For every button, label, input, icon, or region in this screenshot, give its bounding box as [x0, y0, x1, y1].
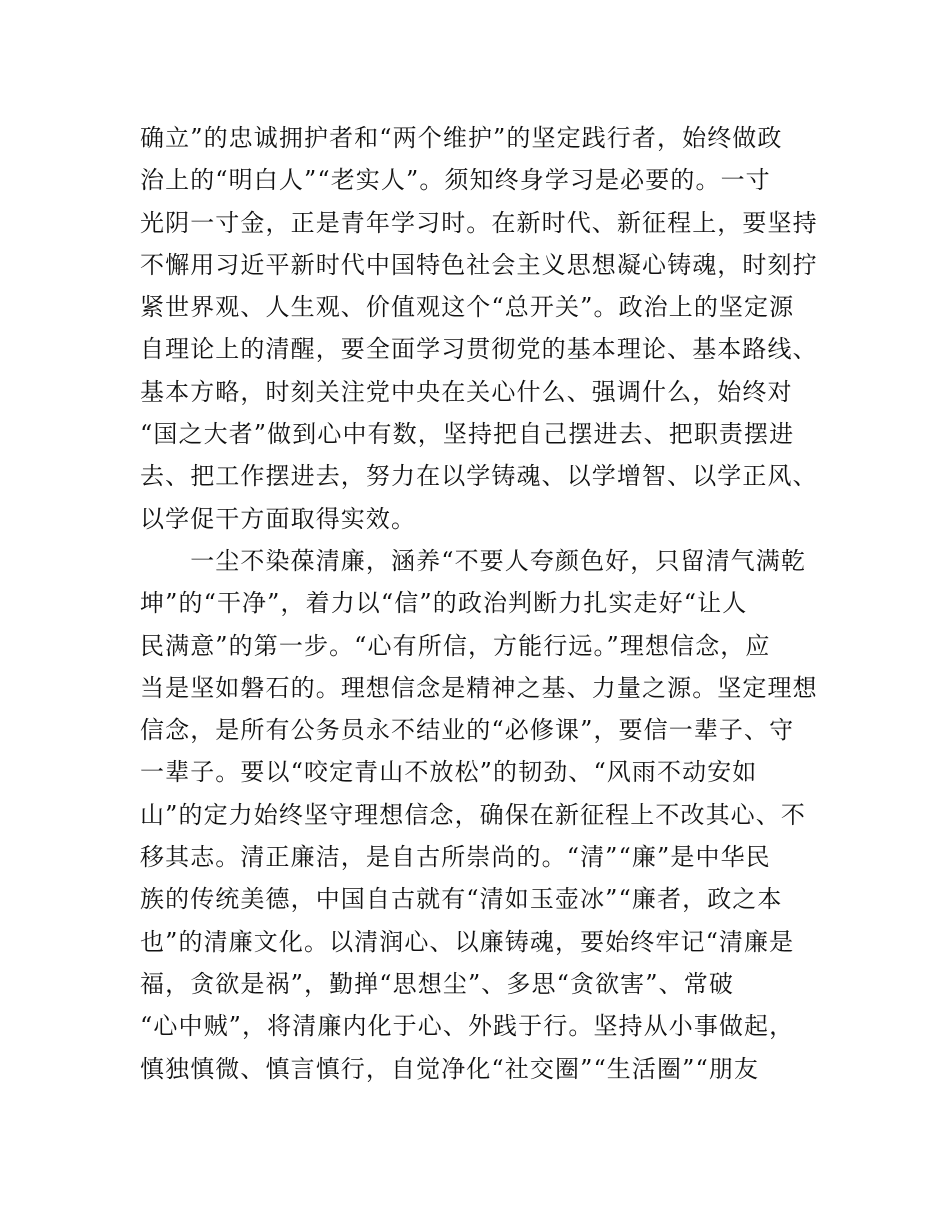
text-line: 确立”的忠诚拥护者和“两个维护”的坚定践行者，始终做政: [140, 124, 783, 152]
text-line: 不懈用习近平新时代中国特色社会主义思想凝心铸魂，时刻拧: [140, 250, 818, 279]
text-line: 移其志。清正廉洁，是自古所崇尚的。“清”“廉”是中华民: [140, 843, 771, 872]
text-line: 族的传统美德，中国自古就有“清如玉壶冰”“廉者，政之本: [140, 885, 783, 914]
text-line: 山”的定力始终坚守理想信念，确保在新征程上不改其心、不: [140, 800, 806, 829]
text-line: 治上的“明白人”“老实人”。须知终身学习是必要的。一寸: [140, 166, 771, 195]
text-line: 一辈子。要以“咬定青山不放松”的韧劲、“风雨不动安如: [140, 758, 758, 787]
text-line: “国之大者”做到心中有数，坚持把自己摆进去、把职责摆进: [140, 420, 795, 449]
text-line: 福，贪欲是祸”，勤掸“思想尘”、多思“贪欲害”、常破: [140, 969, 734, 998]
text-line: 去、把工作摆进去，努力在以学铸魂、以学增智、以学正风、: [140, 462, 818, 491]
text-line: 以学促干方面取得实效。: [140, 504, 417, 533]
text-line: 慎独慎微、慎言慎行，自觉净化“社交圈”“生活圈”“朋友: [140, 1054, 760, 1083]
text-line: 民满意”的第一步。“心有所信，方能行远。”理想信念，应: [140, 631, 771, 660]
text-line: 信念，是所有公务员永不结业的“必修课”，要信一辈子、守: [140, 716, 795, 745]
text-line: 坤”的“干净”，着力以“信”的政治判断力扎实走好“让人: [140, 589, 748, 618]
text-line: 一尘不染葆清廉，涵养“不要人夸颜色好，只留清气满乾: [140, 546, 806, 575]
text-line: “心中贼”，将清廉内化于心、外践于行。坚持从小事做起，: [140, 1012, 795, 1041]
text-line: 也”的清廉文化。以清润心、以廉铸魂，要始终牢记“清廉是: [140, 927, 795, 956]
body-text: [140, 117, 820, 1090]
text-line: 紧世界观、人生观、价值观这个“总开关”。政治上的坚定源: [140, 293, 795, 322]
text-line: 光阴一寸金，正是青年学习时。在新时代、新征程上，要坚持: [140, 208, 818, 237]
text-line: 自理论上的清醒，要全面学习贯彻党的基本理论、基本路线、: [140, 335, 818, 364]
text-line: 基本方略，时刻关注党中央在关心什么、强调什么，始终对: [140, 377, 793, 406]
text-line: 当是坚如磐石的。理想信念是精神之基、力量之源。坚定理想: [140, 673, 818, 702]
